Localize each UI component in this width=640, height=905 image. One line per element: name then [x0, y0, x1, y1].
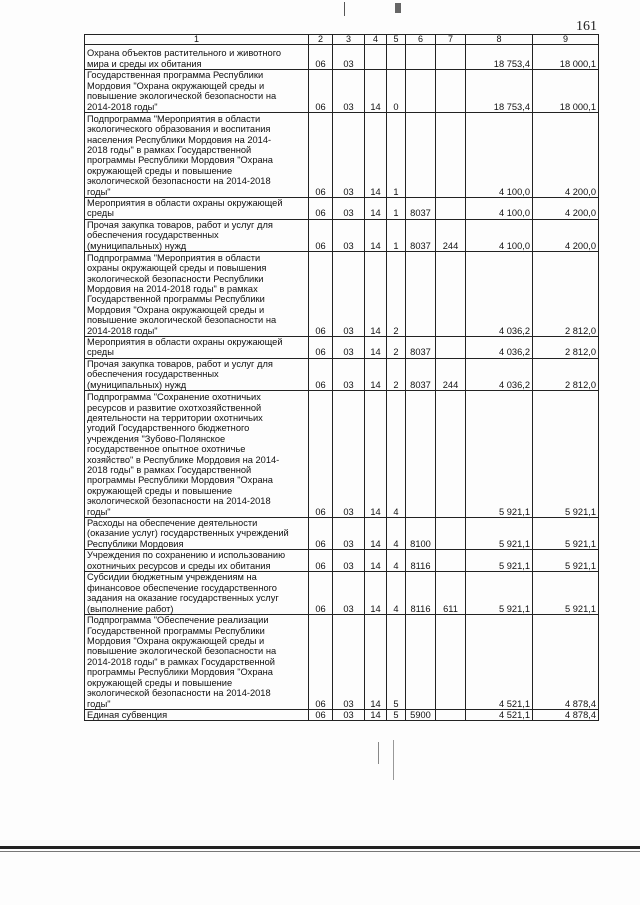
razdel-cell: 06	[309, 70, 333, 113]
target-article-cell	[406, 70, 436, 113]
expense-type-cell: 244	[436, 358, 466, 390]
expense-type-cell: 611	[436, 572, 466, 615]
row-name: Подпрограмма "Мероприятия в области охраны окружающей среды и повышения экологической безопасности Республики Мордовия на 2014-2018 годы" в рамках Государственной программы Республики Мордовия "Охрана окружающей среды и повышение экологической безопасности на 2014-2018 годы"	[85, 252, 309, 337]
expense-type-cell	[436, 337, 466, 359]
target-article-cell: 8116	[406, 550, 436, 572]
amount-col9-cell: 4 878,4	[533, 614, 599, 709]
subprogram-cell: 4	[387, 518, 406, 550]
target-article-cell: 8037	[406, 358, 436, 390]
amount-col9-cell: 2 812,0	[533, 337, 599, 359]
amount-col8-cell: 4 521,1	[466, 614, 533, 709]
scan-artifact	[378, 742, 379, 764]
subprogram-cell	[387, 45, 406, 70]
podrazdel-cell: 03	[333, 391, 365, 518]
row-name: Единая субвенция	[85, 709, 309, 720]
subprogram-cell: 4	[387, 550, 406, 572]
program-cell: 14	[365, 252, 387, 337]
subprogram-cell: 5	[387, 709, 406, 720]
program-cell: 14	[365, 70, 387, 113]
razdel-cell: 06	[309, 45, 333, 70]
razdel-cell: 06	[309, 252, 333, 337]
program-cell: 14	[365, 337, 387, 359]
razdel-cell: 06	[309, 113, 333, 198]
amount-col8-cell: 4 036,2	[466, 358, 533, 390]
razdel-cell: 06	[309, 550, 333, 572]
row-name: Учреждения по сохранению и использованию охотничьих ресурсов и среды их обитания	[85, 550, 309, 572]
row-name: Подпрограмма "Обеспечение реализации Государственной программы Республики Мордовия "Охрана окружающей среды и повышение экологической безопасности на 2014-2018 годы" в рамках Государственной программы Республики Мордовия "Охрана окружающей среды и повышение экологической безопасности на 2014-2018 годы"	[85, 614, 309, 709]
podrazdel-cell: 03	[333, 518, 365, 550]
amount-col8-cell: 5 921,1	[466, 391, 533, 518]
row-name: Мероприятия в области охраны окружающей среды	[85, 198, 309, 220]
amount-col8-cell: 5 921,1	[466, 572, 533, 615]
podrazdel-cell: 03	[333, 550, 365, 572]
program-cell: 14	[365, 518, 387, 550]
target-article-cell	[406, 45, 436, 70]
subprogram-cell: 5	[387, 614, 406, 709]
amount-col9-cell: 5 921,1	[533, 550, 599, 572]
table-row	[85, 337, 599, 359]
subprogram-cell: 1	[387, 198, 406, 220]
table-row	[85, 358, 599, 390]
subprogram-cell: 1	[387, 219, 406, 251]
amount-col9-cell: 5 921,1	[533, 391, 599, 518]
amount-col9-cell: 5 921,1	[533, 518, 599, 550]
razdel-cell: 06	[309, 337, 333, 359]
podrazdel-cell: 03	[333, 113, 365, 198]
target-article-cell	[406, 113, 436, 198]
table-body	[85, 45, 599, 721]
podrazdel-cell: 03	[333, 252, 365, 337]
amount-col8-cell: 18 753,4	[466, 45, 533, 70]
page-number: 161	[576, 19, 597, 34]
razdel-cell: 06	[309, 614, 333, 709]
budget-table	[84, 34, 599, 721]
amount-col9-cell: 18 000,1	[533, 70, 599, 113]
table-row	[85, 709, 599, 720]
amount-col8-cell: 4 100,0	[466, 198, 533, 220]
table-row	[85, 198, 599, 220]
amount-col9-cell: 2 812,0	[533, 358, 599, 390]
target-article-cell: 8037	[406, 337, 436, 359]
program-cell: 14	[365, 614, 387, 709]
target-article-cell: 8037	[406, 198, 436, 220]
row-name: Субсидии бюджетным учреждениям на финансовое обеспечение государственного задания на оказание государственных услуг (выполнение работ)	[85, 572, 309, 615]
table-row	[85, 113, 599, 198]
podrazdel-cell: 03	[333, 198, 365, 220]
subprogram-cell: 1	[387, 113, 406, 198]
target-article-cell	[406, 391, 436, 518]
expense-type-cell	[436, 198, 466, 220]
razdel-cell: 06	[309, 572, 333, 615]
column-header-6: 6	[406, 35, 436, 45]
row-name: Государственная программа Республики Мордовия "Охрана окружающей среды и повышение экологической безопасности на 2014-2018 годы"	[85, 70, 309, 113]
podrazdel-cell: 03	[333, 219, 365, 251]
expense-type-cell	[436, 550, 466, 572]
program-cell: 14	[365, 572, 387, 615]
scan-artifact	[395, 3, 401, 13]
expense-type-cell	[436, 113, 466, 198]
podrazdel-cell: 03	[333, 572, 365, 615]
expense-type-cell	[436, 391, 466, 518]
amount-col8-cell: 4 036,2	[466, 337, 533, 359]
amount-col9-cell: 4 200,0	[533, 113, 599, 198]
amount-col8-cell: 5 921,1	[466, 518, 533, 550]
target-article-cell	[406, 252, 436, 337]
table-row	[85, 252, 599, 337]
subprogram-cell: 2	[387, 337, 406, 359]
column-header-4: 4	[365, 35, 387, 45]
amount-col9-cell: 5 921,1	[533, 572, 599, 615]
row-name: Охрана объектов растительного и животного мира и среды их обитания	[85, 45, 309, 70]
target-article-cell: 8037	[406, 219, 436, 251]
page-bottom-border	[0, 846, 640, 849]
row-name: Прочая закупка товаров, работ и услуг для обеспечения государственных (муниципальных) нужд	[85, 358, 309, 390]
razdel-cell: 06	[309, 709, 333, 720]
podrazdel-cell: 03	[333, 709, 365, 720]
header-row	[85, 35, 599, 45]
table-row	[85, 550, 599, 572]
expense-type-cell	[436, 518, 466, 550]
row-name: Подпрограмма "Мероприятия в области экологического образования и воспитания населения Республики Мордовия на 2014- 2018 годы" в рамках Государственной программы Республики Мордовия "Охрана окружающей среды и повышение экологической безопасности на 2014-2018 годы"	[85, 113, 309, 198]
amount-col9-cell: 18 000,1	[533, 45, 599, 70]
program-cell: 14	[365, 550, 387, 572]
expense-type-cell	[436, 45, 466, 70]
row-name: Подпрограмма "Сохранение охотничьих ресурсов и развитие охотхозяйственной деятельности на территории охотничьих угодий Государственного бюджетного учреждения "Зубово-Полянское государственное опытное охотничье хозяйство" в Республике Мордовия на 2014- 2018 годы" в рамках Государственной программы Республики Мордовия "Охрана окружающей среды и повышение экологической безопасности на 2014-2018 годы"	[85, 391, 309, 518]
podrazdel-cell: 03	[333, 614, 365, 709]
row-name: Прочая закупка товаров, работ и услуг для обеспечения государственных (муниципальных) нужд	[85, 219, 309, 251]
program-cell: 14	[365, 219, 387, 251]
amount-col9-cell: 2 812,0	[533, 252, 599, 337]
expense-type-cell	[436, 252, 466, 337]
column-header-5: 5	[387, 35, 406, 45]
amount-col9-cell: 4 200,0	[533, 219, 599, 251]
program-cell	[365, 45, 387, 70]
expense-type-cell	[436, 709, 466, 720]
target-article-cell: 8116	[406, 572, 436, 615]
amount-col8-cell: 18 753,4	[466, 70, 533, 113]
amount-col8-cell: 4 521,1	[466, 709, 533, 720]
row-name: Расходы на обеспечение деятельности (оказание услуг) государственных учреждений Республики Мордовия	[85, 518, 309, 550]
table-row	[85, 219, 599, 251]
razdel-cell: 06	[309, 358, 333, 390]
column-header-2: 2	[309, 35, 333, 45]
subprogram-cell: 4	[387, 391, 406, 518]
amount-col8-cell: 5 921,1	[466, 550, 533, 572]
subprogram-cell: 2	[387, 252, 406, 337]
column-header-8: 8	[466, 35, 533, 45]
amount-col9-cell: 4 200,0	[533, 198, 599, 220]
page-bottom-border-thin	[0, 851, 640, 852]
column-header-3: 3	[333, 35, 365, 45]
razdel-cell: 06	[309, 198, 333, 220]
amount-col8-cell: 4 100,0	[466, 219, 533, 251]
column-header-1: 1	[85, 35, 309, 45]
program-cell: 14	[365, 113, 387, 198]
podrazdel-cell: 03	[333, 358, 365, 390]
table-row	[85, 614, 599, 709]
subprogram-cell: 4	[387, 572, 406, 615]
target-article-cell	[406, 614, 436, 709]
subprogram-cell: 0	[387, 70, 406, 113]
target-article-cell: 8100	[406, 518, 436, 550]
amount-col8-cell: 4 036,2	[466, 252, 533, 337]
program-cell: 14	[365, 198, 387, 220]
podrazdel-cell: 03	[333, 70, 365, 113]
program-cell: 14	[365, 358, 387, 390]
program-cell: 14	[365, 391, 387, 518]
table-row	[85, 70, 599, 113]
table-row	[85, 45, 599, 70]
expense-type-cell: 244	[436, 219, 466, 251]
program-cell: 14	[365, 709, 387, 720]
target-article-cell: 5900	[406, 709, 436, 720]
table-row	[85, 391, 599, 518]
podrazdel-cell: 03	[333, 337, 365, 359]
column-header-9: 9	[533, 35, 599, 45]
expense-type-cell	[436, 614, 466, 709]
razdel-cell: 06	[309, 391, 333, 518]
podrazdel-cell: 03	[333, 45, 365, 70]
razdel-cell: 06	[309, 518, 333, 550]
table-row	[85, 572, 599, 615]
expense-type-cell	[436, 70, 466, 113]
razdel-cell: 06	[309, 219, 333, 251]
scan-artifact	[344, 2, 345, 16]
table-row	[85, 518, 599, 550]
row-name: Мероприятия в области охраны окружающей среды	[85, 337, 309, 359]
scan-artifact	[393, 740, 394, 780]
amount-col9-cell: 4 878,4	[533, 709, 599, 720]
column-header-7: 7	[436, 35, 466, 45]
amount-col8-cell: 4 100,0	[466, 113, 533, 198]
subprogram-cell: 2	[387, 358, 406, 390]
